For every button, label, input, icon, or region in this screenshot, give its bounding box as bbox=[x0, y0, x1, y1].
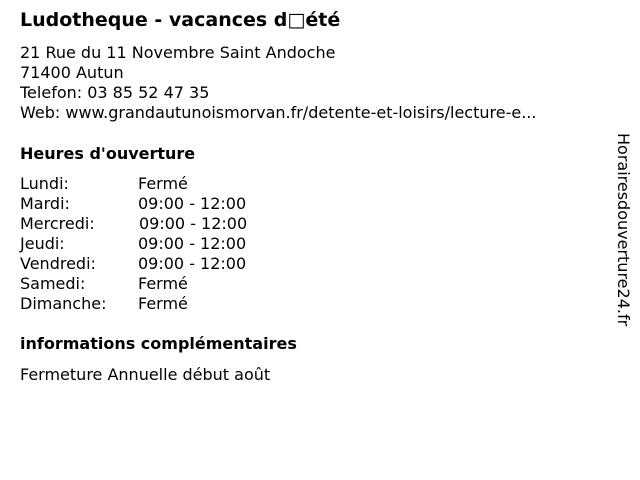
city-line: 71400 Autun bbox=[20, 63, 124, 82]
page-title: Ludotheque - vacances d□été bbox=[20, 9, 341, 31]
hours-heading: Heures d'ouverture bbox=[20, 144, 196, 163]
day-label: Vendredi: bbox=[20, 254, 96, 273]
day-hours: Fermé bbox=[138, 294, 188, 313]
web-line[interactable]: Web: www.grandautunoismorvan.fr/detente-et-loisirs/lecture-e... bbox=[20, 103, 537, 122]
day-hours: Fermé bbox=[138, 274, 188, 293]
day-hours: 09:00 - 12:00 bbox=[138, 234, 247, 253]
day-label: Samedi: bbox=[20, 274, 86, 293]
info-heading: informations complémentaires bbox=[20, 334, 297, 353]
info-text: Fermeture Annuelle début août bbox=[20, 365, 271, 384]
day-label: Mardi: bbox=[20, 194, 70, 213]
day-hours: 09:00 - 12:00 bbox=[138, 194, 247, 213]
phone-line: Telefon: 03 85 52 47 35 bbox=[20, 83, 210, 102]
day-hours: Fermé bbox=[138, 174, 188, 193]
address-block bbox=[20, 43, 536, 123]
day-hours: 09:00 - 12:00 bbox=[139, 214, 248, 233]
day-label: Dimanche: bbox=[20, 294, 107, 313]
street-line: 21 Rue du 11 Novembre Saint Andoche bbox=[20, 43, 336, 62]
day-hours: 09:00 - 12:00 bbox=[138, 254, 247, 273]
day-label: Jeudi: bbox=[20, 234, 65, 253]
day-label: Lundi: bbox=[20, 174, 69, 193]
day-label: Mercredi: bbox=[20, 214, 95, 233]
site-watermark: Horairesdouverture24.fr bbox=[614, 133, 633, 327]
